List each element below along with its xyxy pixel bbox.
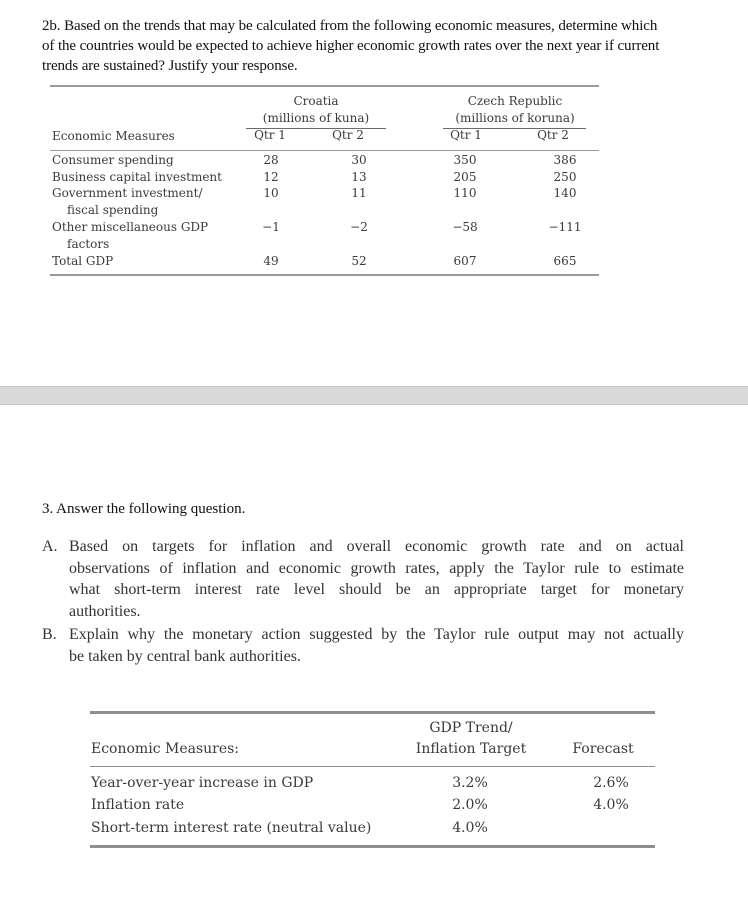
table-cell: 10	[263, 186, 279, 200]
item-text-line: be taken by central bank authorities.	[69, 647, 301, 665]
item-text-line: authorities.	[69, 602, 141, 620]
page-separator	[0, 386, 748, 405]
question-2b-line: trends are sustained? Justify your response.	[42, 58, 298, 74]
item-label: B.	[42, 626, 57, 643]
table-row-label: Total GDP	[52, 254, 114, 268]
column-header-economic-measures: Economic Measures:	[91, 741, 240, 757]
table-row-label-continued: fiscal spending	[67, 203, 159, 217]
table-cell: 140	[553, 186, 577, 200]
table-cell: 13	[351, 170, 367, 184]
country-name-czech: Czech Republic	[467, 94, 563, 108]
item-text-line: what short-term interest rate level should be an appropriate target for monetary	[69, 581, 684, 598]
table-cell: −2	[350, 220, 368, 234]
question-2b-text	[42, 16, 702, 76]
table-cell: 607	[453, 254, 477, 268]
item-text-line: Based on targets for inflation and overall economic growth rate and on actual	[69, 538, 684, 555]
table-cell: 350	[453, 153, 477, 167]
table-cell: 11	[351, 186, 367, 200]
table-row-label: Inflation rate	[91, 797, 185, 813]
croatia-qtr2-header: Qtr 2	[332, 128, 364, 142]
table-cell: −58	[452, 220, 478, 234]
table-cell: 110	[453, 186, 477, 200]
table-cell: 30	[351, 153, 367, 167]
table-row-label: Short-term interest rate (neutral value)	[91, 820, 372, 836]
table-rule	[90, 711, 655, 714]
table-cell: 205	[453, 170, 477, 184]
question-item-b	[42, 624, 684, 670]
table-cell: 665	[553, 254, 577, 268]
table-cell: 386	[553, 153, 577, 167]
question-2b-line: 2b. Based on the trends that may be calculated from the following economic measures, determine which	[42, 18, 658, 34]
croatia-qtr1-header: Qtr 1	[254, 128, 286, 142]
table-cell: 49	[263, 254, 279, 268]
table-cell: −1	[262, 220, 280, 234]
table-cell: −111	[548, 220, 582, 234]
country-unit-croatia: (millions of kuna)	[262, 111, 370, 125]
country-unit-czech: (millions of koruna)	[455, 111, 575, 125]
czech-qtr1-header: Qtr 1	[450, 128, 482, 142]
item-text-line: Explain why the monetary action suggested by the Taylor rule output may not actually	[69, 626, 684, 643]
trend-header-line2: Inflation Target	[415, 741, 527, 757]
table-cell: 52	[351, 254, 367, 268]
forecast-header: Forecast	[572, 741, 634, 757]
table-rule	[50, 85, 599, 87]
trend-header-line1: GDP Trend/	[429, 720, 513, 736]
table-row-label-continued: factors	[67, 237, 110, 251]
table-row-label: Business capital investment	[52, 170, 222, 184]
table-row-label: Year-over-year increase in GDP	[91, 775, 314, 791]
table-rule	[50, 274, 599, 276]
table-cell: 4.0%	[452, 820, 488, 836]
czech-qtr2-header: Qtr 2	[537, 128, 569, 142]
table-rule	[50, 150, 599, 151]
table-rule	[90, 845, 655, 848]
table-cell: 2.0%	[452, 797, 488, 813]
table-cell: 3.2%	[452, 775, 488, 791]
table-cell: 250	[553, 170, 577, 184]
column-header-economic-measures: Economic Measures	[52, 129, 175, 143]
item-label: A.	[42, 538, 58, 555]
table-cell: 12	[263, 170, 279, 184]
table-row-label: Government investment/	[52, 186, 203, 200]
table-cell: 4.0%	[593, 797, 629, 813]
item-text-line: observations of inflation and economic growth rates, apply the Taylor rule to estimate	[69, 559, 684, 577]
country-name-croatia: Croatia	[293, 94, 339, 108]
table-row-label: Other miscellaneous GDP	[52, 220, 209, 234]
question-item-a	[42, 536, 684, 626]
question-2b-line: of the countries would be expected to achieve higher economic growth rates over the next year if current	[42, 38, 660, 54]
table-cell: 2.6%	[593, 775, 629, 791]
table-cell: 28	[263, 153, 279, 167]
table-row-label: Consumer spending	[52, 153, 174, 167]
table-rule	[90, 766, 655, 767]
question-3-title: 3. Answer the following question.	[42, 501, 246, 517]
